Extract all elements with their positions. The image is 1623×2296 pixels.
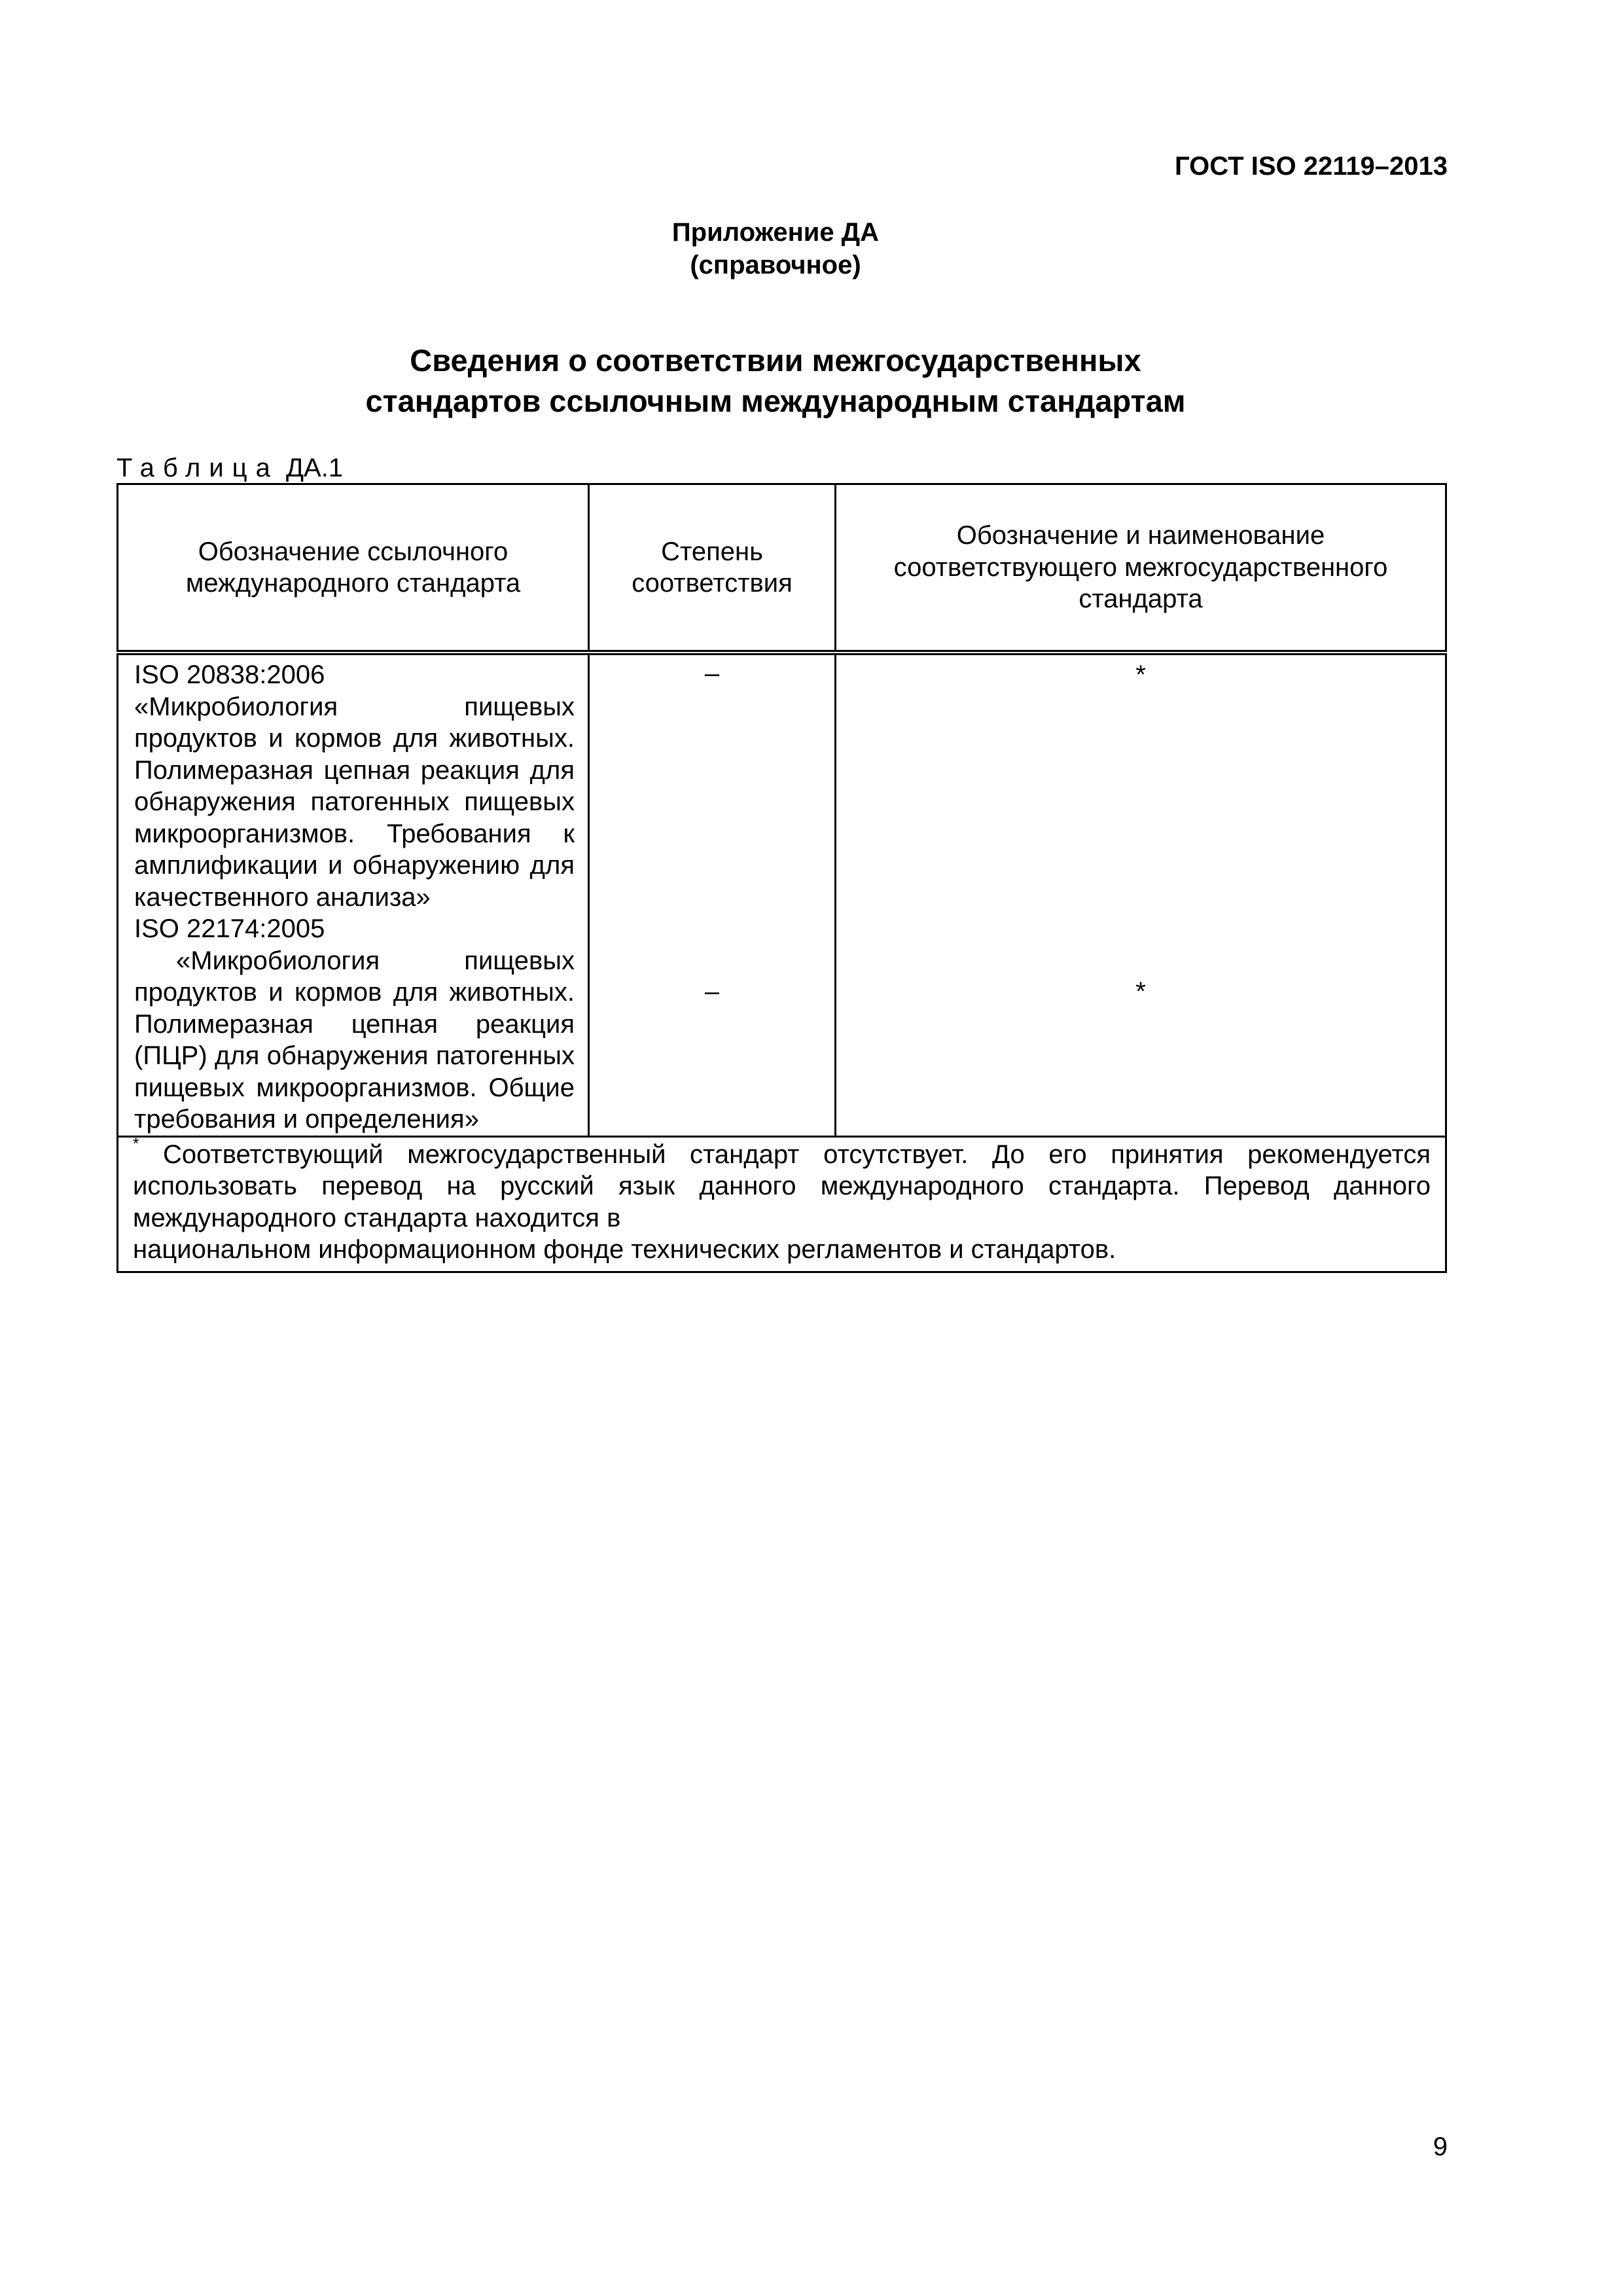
table-footnote — [118, 1136, 1446, 1272]
annex-heading — [0, 216, 1551, 281]
degree-mark: – — [704, 659, 720, 688]
page-number: 9 — [1433, 2132, 1448, 2161]
table-label-prefix: Таблица — [116, 454, 279, 482]
footnote-text — [133, 1134, 1431, 1234]
document-code: ГОСТ ISO 22119–2013 — [1175, 152, 1448, 181]
table-label — [116, 454, 343, 483]
annex-subtitle: (справочное) — [690, 251, 861, 279]
annex-title: Приложение ДА — [671, 218, 880, 247]
column-header-national: Обозначение и наименование соответствующего межгосударственного стандарта — [836, 484, 1446, 653]
table-row — [118, 653, 1446, 1136]
table-header-row — [118, 484, 1446, 653]
table-label-id: ДА.1 — [285, 454, 344, 482]
standard-title: «Микробиология пищевых продуктов и кормов для животных. Полимеразная цепная реакция для обнаружения патогенных пищевых микроорганизмов. Требования к амплификации и обнаружению для качественного анализа» — [134, 692, 575, 912]
international-standards-cell — [118, 653, 589, 1136]
standard-title: «Микробиология пищевых продуктов и кормов для животных. Полимеразная цепная реакция (ПЦР) для обнаружения патогенных пищевых микроорганизмов. Общие требования и определения» — [134, 946, 575, 1134]
table-footnote-row — [118, 1136, 1446, 1272]
page-title — [0, 340, 1551, 422]
degree-cell — [589, 653, 836, 1136]
national-standard-cell — [836, 653, 1446, 1136]
column-header-degree: Степень соответствия — [589, 484, 836, 653]
footnote-marker: * — [133, 1134, 139, 1153]
standards-table — [116, 483, 1447, 1273]
column-header-international: Обозначение ссылочного международного стандарта — [118, 484, 589, 653]
degree-mark: – — [704, 977, 720, 1006]
standard-code: ISO 20838:2006 — [134, 660, 325, 689]
footnote-text-line-2: национальном информационном фонде технических регламентов и стандартов. — [133, 1235, 1116, 1264]
footnote-reference: * — [1135, 977, 1146, 1006]
page-title-line-1: Сведения о соответствии межгосударственных — [410, 343, 1141, 378]
footnote-reference: * — [1135, 660, 1146, 689]
footnote-body: Соответствующий межгосударственный стандарт отсутствует. До его принятия рекомендуется использовать перевод на русский язык данного международного стандарта. Перевод данного международного стандарта находится в — [133, 1139, 1431, 1232]
standard-code: ISO 22174:2005 — [134, 914, 325, 943]
page-title-line-2: стандартов ссылочным международным стандартам — [365, 384, 1186, 418]
